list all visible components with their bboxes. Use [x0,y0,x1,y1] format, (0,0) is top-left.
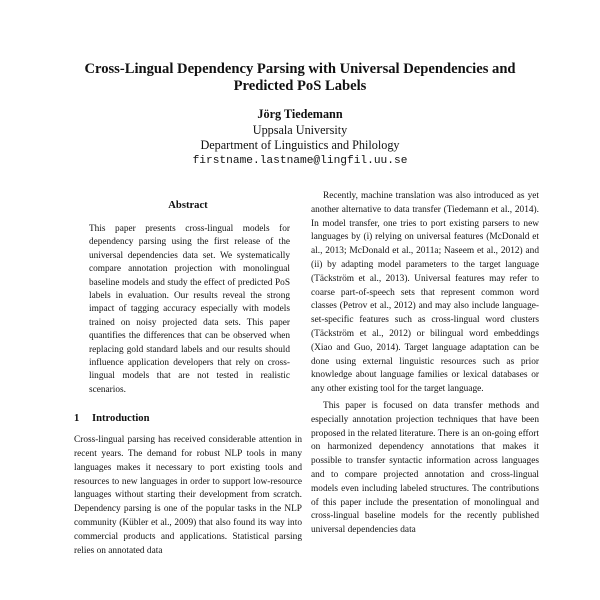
abstract-text: This paper presents cross-lingual models for dependency parsing using the first release of the universal dependencies data set. We systematically compare annotation projection with monolingual baseline models and study the effect of predicted PoS labels in evaluation. Our results reveal the strong impact of tagging accuracy especially with models trained on noisy projected data sets. This paper quantifies the differences that can be observed when replacing gold standard labels and our results should influence application developers that rely on cross-lingual models that are not tested in realistic scenarios. [89,224,290,395]
paper-title-line-2: Predicted PoS Labels [233,78,367,94]
author-email: firstname.lastname@lingfil.uu.se [192,154,408,167]
intro-paragraph-1: Cross-lingual parsing has received considerable attention in recent years. The demand for robust NLP tools in many languages makes it necessary to port existing tools and resources to new languages in order to support low-resource languages without starting their development from scratch. Dependency parsing is one of the popular tasks in the NLP community (Kübler et al., 2009) that also found its way into commercial products and applications. Statistical parsing relies on annotated data [74,435,302,556]
right-paragraph-2: This paper is focused on data transfer methods and especially annotation projection techniques that have been proposed in the related literature. There is an on-going effort on harmonized dependency annotations that makes it possible to transfer syntactic information across languages and to compare projected annotation and cross-lingual models even including labeled structures. The contributions of this paper include the presentation of monolingual and cross-lingual baseline models for the recently published universal dependencies data [311,400,539,536]
right-paragraph-1: Recently, machine translation was also introduced as yet another alternative to data transfer (Tiedemann et al., 2014). In model transfer, one tries to port existing parsers to new languages by (i) relying on universal features (McDonald et al., 2013; McDonald et al., 2011a; Naseem et al., 2012) and (ii) by adapting model parameters to the target language (Täckström et al., 2013). Universal features may refer to coarse part-of-speech sets that represent common word classes (Petrov et al., 2012) and may also include language-set-specific features such as cross-lingual word clusters (Täckström et al., 2012) or bilingual word embeddings (Xiao and Guo, 2014). Target language adaptation can be done using external linguistic resources such as prior knowledge about language families or lexical databases or any other existing tool for the target language. [311,191,539,395]
paper-title [60,61,540,95]
author-name: Jörg Tiedemann [257,107,343,121]
section-heading-introduction [74,412,302,426]
left-column [74,188,302,558]
author-block [100,107,500,169]
paper-title-line-1: Cross-Lingual Dependency Parsing with Universal Dependencies and [84,61,516,77]
right-column [311,190,539,538]
author-department: Department of Linguistics and Philology [200,138,400,152]
author-affiliation: Uppsala University [252,122,348,137]
section-title: Introduction [92,413,150,425]
section-number: 1 [74,413,80,425]
abstract-heading: Abstract [168,200,208,211]
